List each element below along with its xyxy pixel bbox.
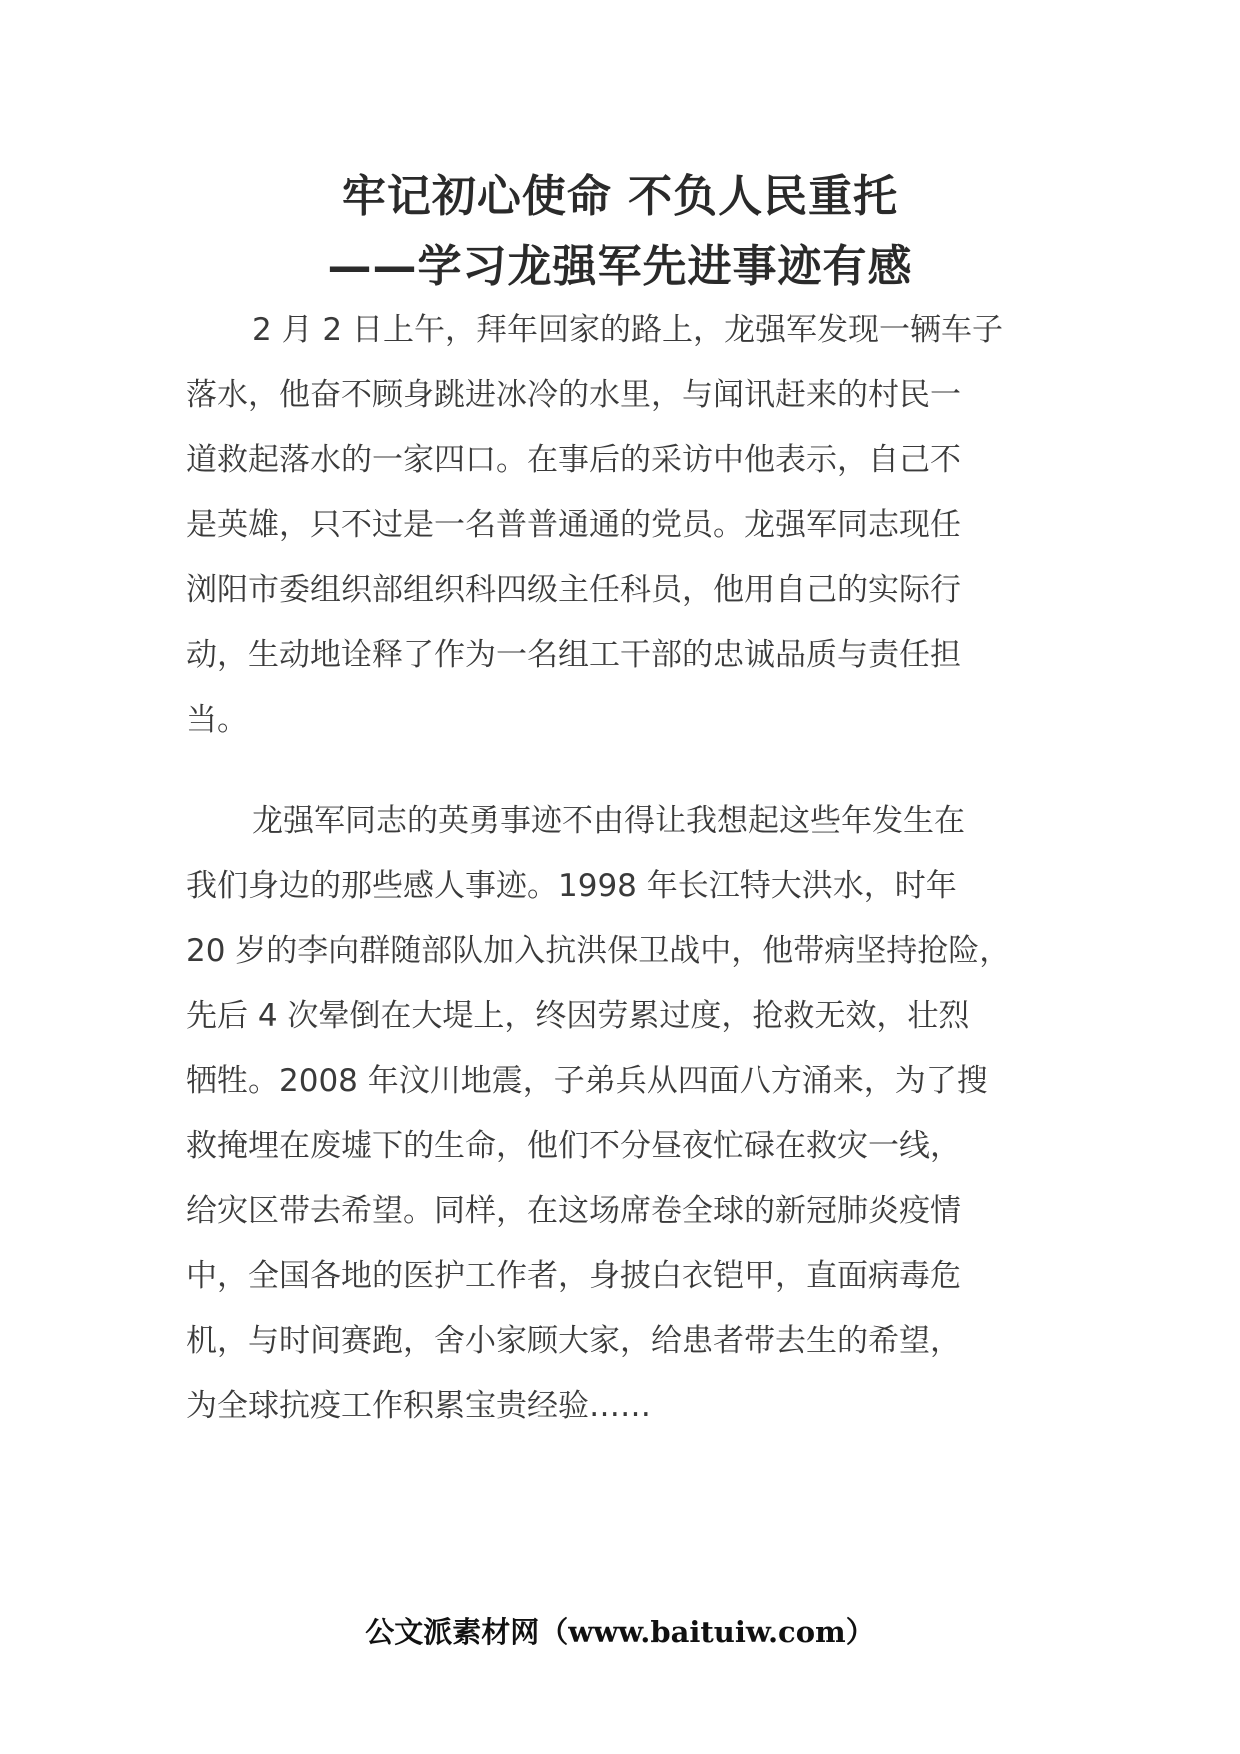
text-line: 当。 [186,702,248,738]
text-line: 2 月 2 日上午，拜年回家的路上，龙强军发现一辆车子 [252,312,1004,348]
text-line: 救掩埋在废墟下的生命，他们不分昼夜忙碌在救灾一线， [186,1128,961,1164]
text-line: 先后 4 次晕倒在大堤上，终因劳累过度，抢救无效，壮烈 [186,998,970,1034]
title-subtitle: ——学习龙强军先进事迹有感 [327,241,913,292]
text-line: 浏阳市委组织部组织科四级主任科员，他用自己的实际行 [186,572,961,608]
text-line: 中，全国各地的医护工作者，身披白衣铠甲，直面病毒危 [186,1258,961,1294]
text-line: 牺牲。2008 年汶川地震，子弟兵从四面八方涌来，为了搜 [186,1063,988,1099]
text-line: 龙强军同志的英勇事迹不由得让我想起这些年发生在 [252,803,965,839]
text-line: 给灾区带去希望。同样，在这场席卷全球的新冠肺炎疫情 [186,1193,961,1229]
text-line: 机，与时间赛跑，舍小家顾大家，给患者带去生的希望， [186,1323,961,1359]
paragraph-1 [186,298,1066,753]
page-footer: 公文派素材网（www.baituiw.com） [365,1615,875,1649]
text-line: 为全球抗疫工作积累宝贵经验…… [186,1388,651,1424]
document-title [0,162,1240,302]
paragraph-2 [186,789,1066,1439]
title-main: 牢记初心使命 不负人民重托 [341,171,899,222]
text-line: 是英雄，只不过是一名普普通通的党员。龙强军同志现任 [186,507,961,543]
text-line: 落水，他奋不顾身跳进冰冷的水里，与闻讯赶来的村民一 [186,377,961,413]
text-line: 道救起落水的一家四口。在事后的采访中他表示，自己不 [186,442,961,478]
text-line: 动，生动地诠释了作为一名组工干部的忠诚品质与责任担 [186,637,961,673]
text-line: 20 岁的李向群随部队加入抗洪保卫战中，他带病坚持抢险， [186,933,1011,969]
text-line: 我们身边的那些感人事迹。1998 年长江特大洪水，时年 [186,868,957,904]
